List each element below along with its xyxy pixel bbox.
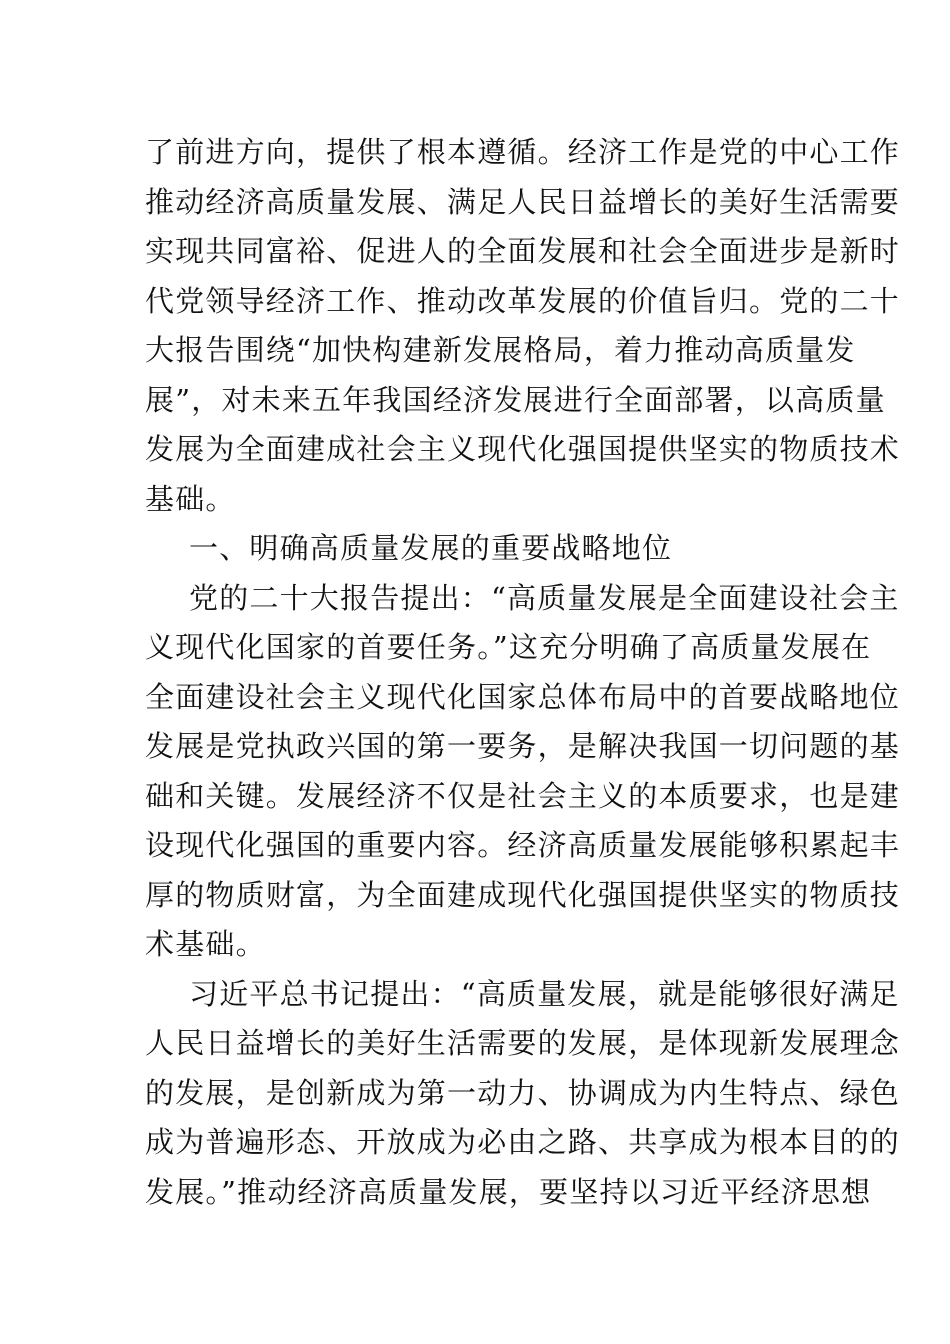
text-line: 人民日益增长的美好生活需要的发展，是体现新发展理念	[145, 1026, 901, 1060]
text-line: 成为普遍形态、开放成为必由之路、共享成为根本目的的	[145, 1125, 901, 1159]
text-line: 基础。	[145, 481, 236, 516]
text-line: 术基础。	[145, 927, 266, 961]
document-body	[145, 128, 901, 1217]
text-line: 础和关键。发展经济不仅是社会主义的本质要求，也是建	[145, 778, 901, 813]
text-line: 代党领导经济工作、推动改革发展的价值旨归。党的二十	[145, 283, 901, 318]
text-line: 设现代化强国的重要内容。经济高质量发展能够积累起丰	[145, 828, 901, 862]
paragraph-2	[145, 574, 901, 970]
section-heading: 一、明确高质量发展的重要战略地位	[189, 531, 673, 565]
text-line: 了前进方向，提供了根本遵循。经济工作是党的中心工作	[145, 135, 901, 169]
text-line: 实现共同富裕、促进人的全面发展和社会全面进步是新时	[145, 234, 901, 268]
text-line: 推动经济高质量发展、满足人民日益增长的美好生活需要	[145, 184, 901, 219]
text-line: 党的二十大报告提出：“高质量发展是全面建设社会主	[189, 580, 900, 615]
text-line: 厚的物质财富，为全面建成现代化强国提供坚实的物质技	[145, 877, 901, 912]
text-line: 习近平总书记提出：“高质量发展，就是能够很好满足	[189, 976, 900, 1011]
text-line: 全面建设社会主义现代化国家总体布局中的首要战略地位	[145, 679, 901, 714]
text-line: 义现代化国家的首要任务。”这充分明确了高质量发展在	[145, 630, 872, 664]
paragraph-1	[145, 128, 901, 524]
text-line: 大报告围绕“加快构建新发展格局，着力推动高质量发	[145, 333, 856, 367]
text-line: 发展为全面建成社会主义现代化强国提供坚实的物质技术	[145, 432, 901, 466]
paragraph-3	[145, 970, 901, 1218]
text-line: 发展。”推动经济高质量发展，要坚持以习近平经济思想	[145, 1174, 872, 1209]
text-line: 展”，对未来五年我国经济发展进行全面部署，以高质量	[145, 382, 886, 417]
text-line: 的发展，是创新成为第一动力、协调成为内生特点、绿色	[145, 1075, 901, 1110]
text-line: 发展是党执政兴国的第一要务，是解决我国一切问题的基	[145, 729, 901, 763]
